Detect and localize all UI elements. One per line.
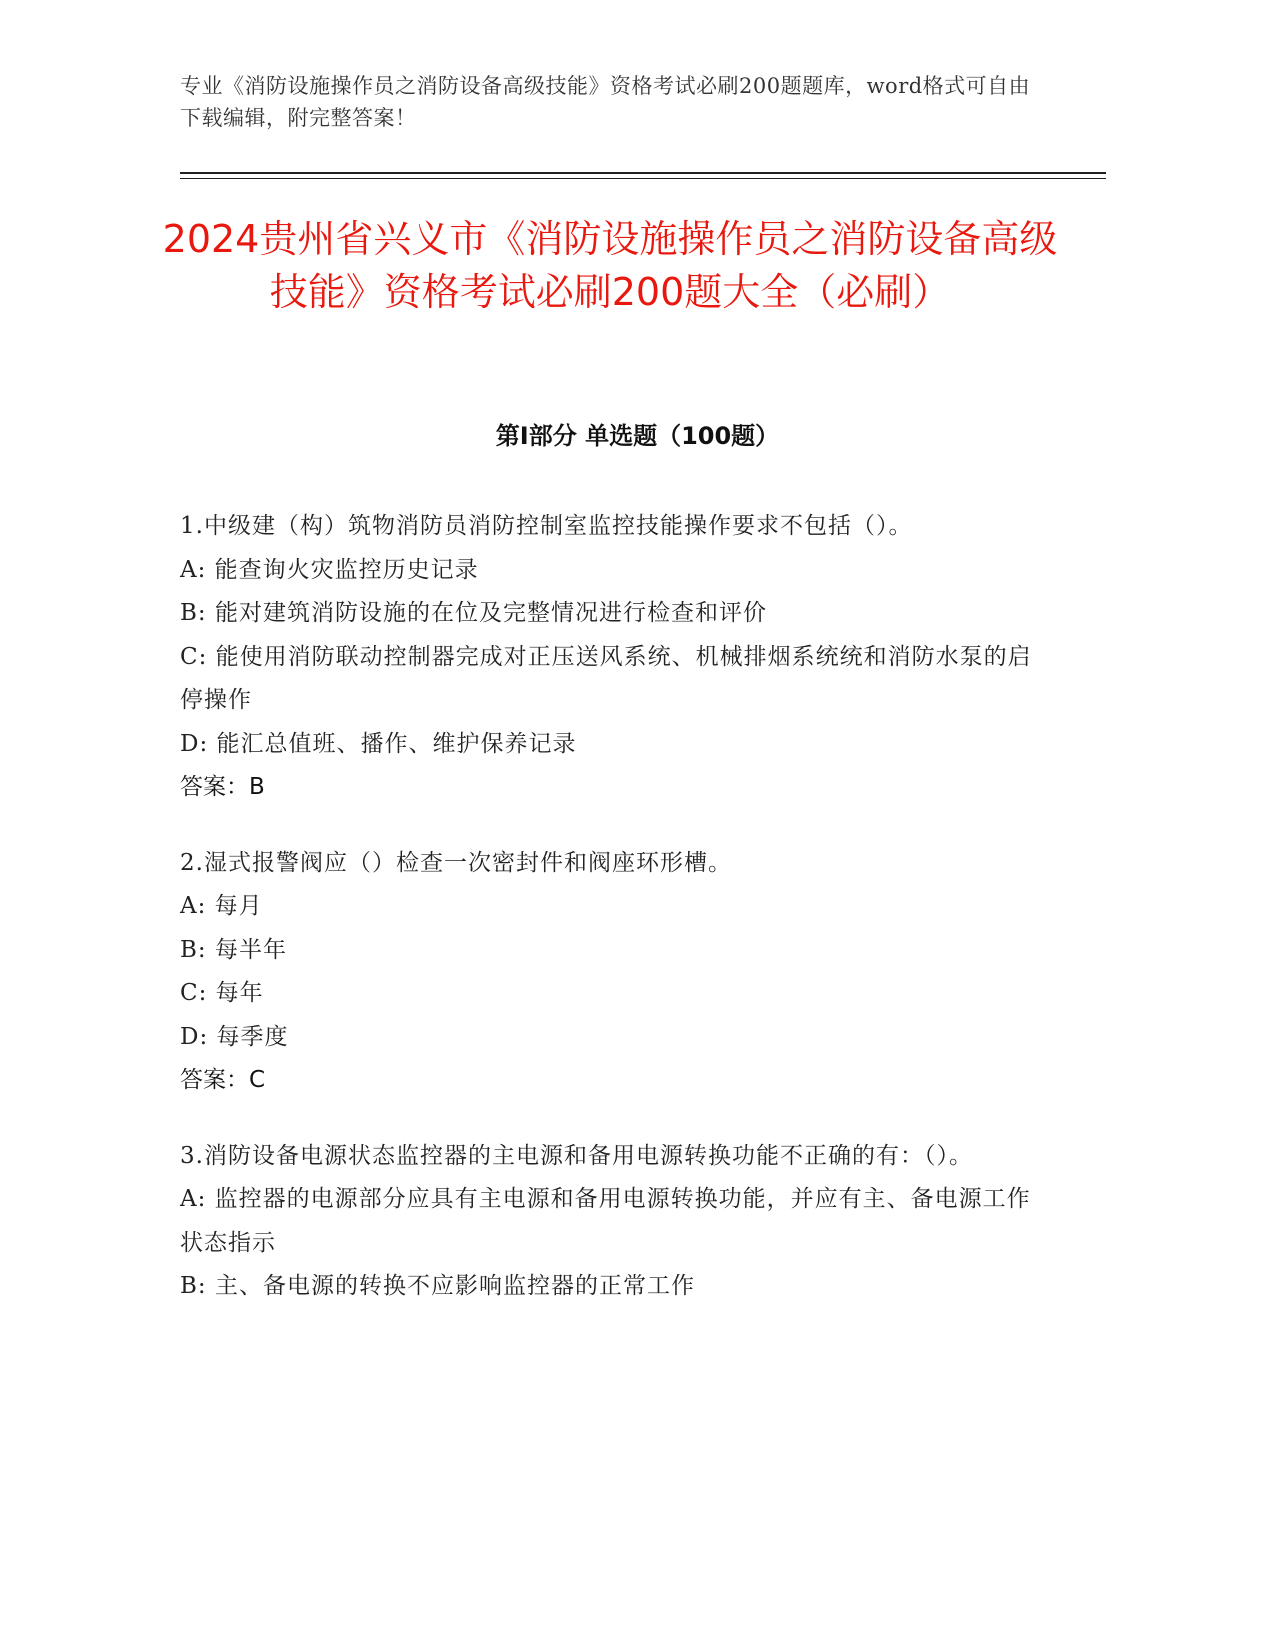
question-stem: 2.湿式报警阀应（）检查一次密封件和阀座环形槽。: [180, 849, 732, 876]
question-stem: 1.中级建（构）筑物消防员消防控制室监控技能操作要求不包括（）。: [180, 513, 913, 539]
option-b: B: 能对建筑消防设施的在位及完整情况进行检查和评价: [180, 600, 767, 626]
option-c: C: 每年: [180, 980, 264, 1006]
question-3: [180, 1135, 1040, 1309]
option-a: A: 监控器的电源部分应具有主电源和备用电源转换功能，并应有主、备电源工作状态指示: [180, 1186, 1031, 1256]
option-d: D: 每季度: [180, 1023, 289, 1050]
question-1: [180, 505, 1040, 810]
option-d: D: 能汇总值班、播作、维护保养记录: [180, 730, 577, 757]
header-note: 专业《消防设施操作员之消防设备高级技能》资格考试必刷200题题库，word格式可自由下载编辑，附完整答案！: [180, 74, 1031, 130]
header-divider: [180, 172, 1106, 174]
option-c: C: 能使用消防联动控制器完成对正压送风系统、机械排烟系统统和消防水泵的启停操作: [180, 643, 1032, 713]
option-a: A: 能查询火灾监控历史记录: [180, 556, 479, 583]
answer: 答案：B: [180, 774, 265, 800]
question-stem: 3.消防设备电源状态监控器的主电源和备用电源转换功能不正确的有：（）。: [180, 1142, 973, 1169]
question-list: [180, 505, 1040, 1341]
header-divider-thin: [180, 178, 1106, 179]
option-b: B: 主、备电源的转换不应影响监控器的正常工作: [180, 1273, 695, 1299]
section-heading: 第Ⅰ部分 单选题（100题）: [495, 422, 780, 450]
option-a: A: 每月: [180, 893, 263, 919]
question-2: [180, 842, 1040, 1103]
option-b: B: 每半年: [180, 936, 287, 963]
answer: 答案：C: [180, 1067, 266, 1093]
document-title: 2024贵州省兴义市《消防设施操作员之消防设备高级技能》资格考试必刷200题大全（必刷）: [162, 217, 1058, 314]
